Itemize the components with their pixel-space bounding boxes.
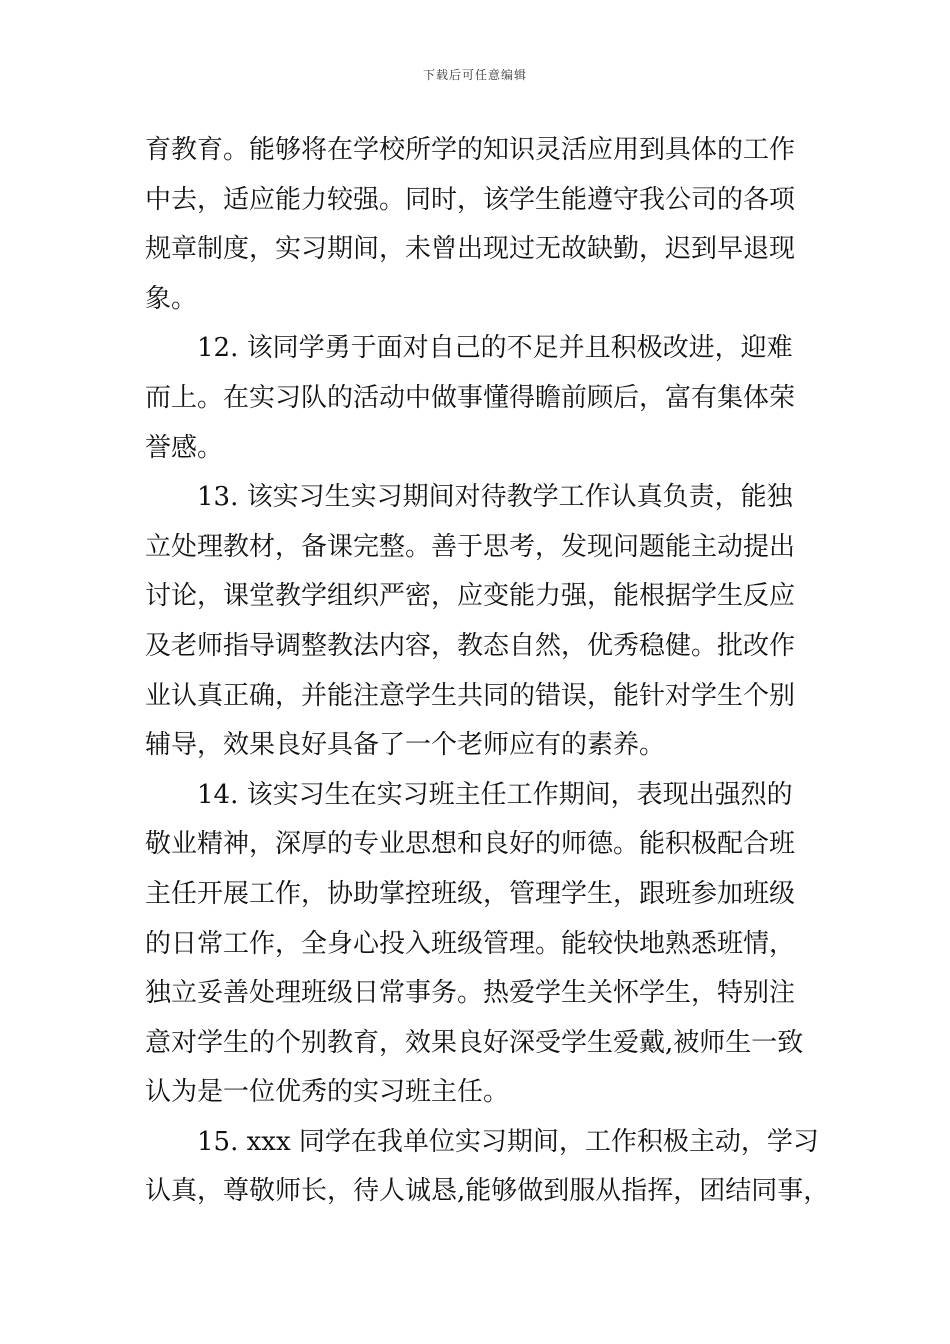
text-line: 中去，适应能力较强。同时，该学生能遵守我公司的各项 xyxy=(145,184,796,215)
text-line: 象。 xyxy=(145,283,198,314)
text-line: 讨论，课堂教学组织严密，应变能力强，能根据学生反应 xyxy=(145,581,796,612)
paragraph-item-14 xyxy=(145,771,815,1118)
paragraph-1 xyxy=(145,126,815,324)
text-line: 认为是一位优秀的实习班主任。 xyxy=(145,1077,510,1108)
text-line: 育教育。能够将在学校所学的知识灵活应用到具体的工作 xyxy=(145,135,796,165)
page-header: 下载后可任意编辑 xyxy=(422,68,527,82)
text-line: 辅导，效果良好具备了一个老师应有的素养。 xyxy=(145,730,666,761)
text-line: 13. 该实习生实习期间对待教学工作认真负责，能独 xyxy=(197,482,793,513)
paragraph-item-13 xyxy=(145,473,815,771)
text-line: 独立妥善处理班级日常事务。热爱学生关怀学生，特别注 xyxy=(145,978,796,1009)
text-line: 意对学生的个别教育，效果良好深受学生爱戴,被师生一致 xyxy=(145,1027,804,1058)
text-line: 15. xxx 同学在我单位实习期间，工作积极主动，学习 xyxy=(197,1126,819,1157)
text-line: 立处理教材，备课完整。善于思考，发现问题能主动提出 xyxy=(145,531,796,562)
paragraph-item-15 xyxy=(145,1118,830,1217)
text-line: 的日常工作，全身心投入班级管理。能较快地熟悉班情， xyxy=(145,928,796,959)
text-line: 业认真正确，并能注意学生共同的错误，能针对学生个别 xyxy=(145,680,796,711)
paragraph-item-12 xyxy=(145,324,815,473)
text-line: 规章制度，实习期间，未曾出现过无故缺勤，迟到早退现 xyxy=(145,234,796,265)
text-line: 主任开展工作，协助掌控班级，管理学生，跟班参加班级 xyxy=(145,878,796,909)
text-line: 及老师指导调整教法内容，教态自然，优秀稳健。批改作 xyxy=(145,630,796,661)
text-line: 12. 该同学勇于面对自己的不足并且积极改进，迎难 xyxy=(197,333,793,364)
text-line: 而上。在实习队的活动中做事懂得瞻前顾后，富有集体荣 xyxy=(145,382,796,413)
text-line: 敬业精神，深厚的专业思想和良好的师德。能积极配合班 xyxy=(145,829,796,860)
text-line: 认真，尊敬师长，待人诚恳,能够做到服从指挥，团结同事， xyxy=(145,1176,830,1207)
document-body xyxy=(145,126,830,1217)
text-line: 14. 该实习生在实习班主任工作期间，表现出强烈的 xyxy=(197,779,793,810)
text-line: 誉感。 xyxy=(145,432,224,463)
